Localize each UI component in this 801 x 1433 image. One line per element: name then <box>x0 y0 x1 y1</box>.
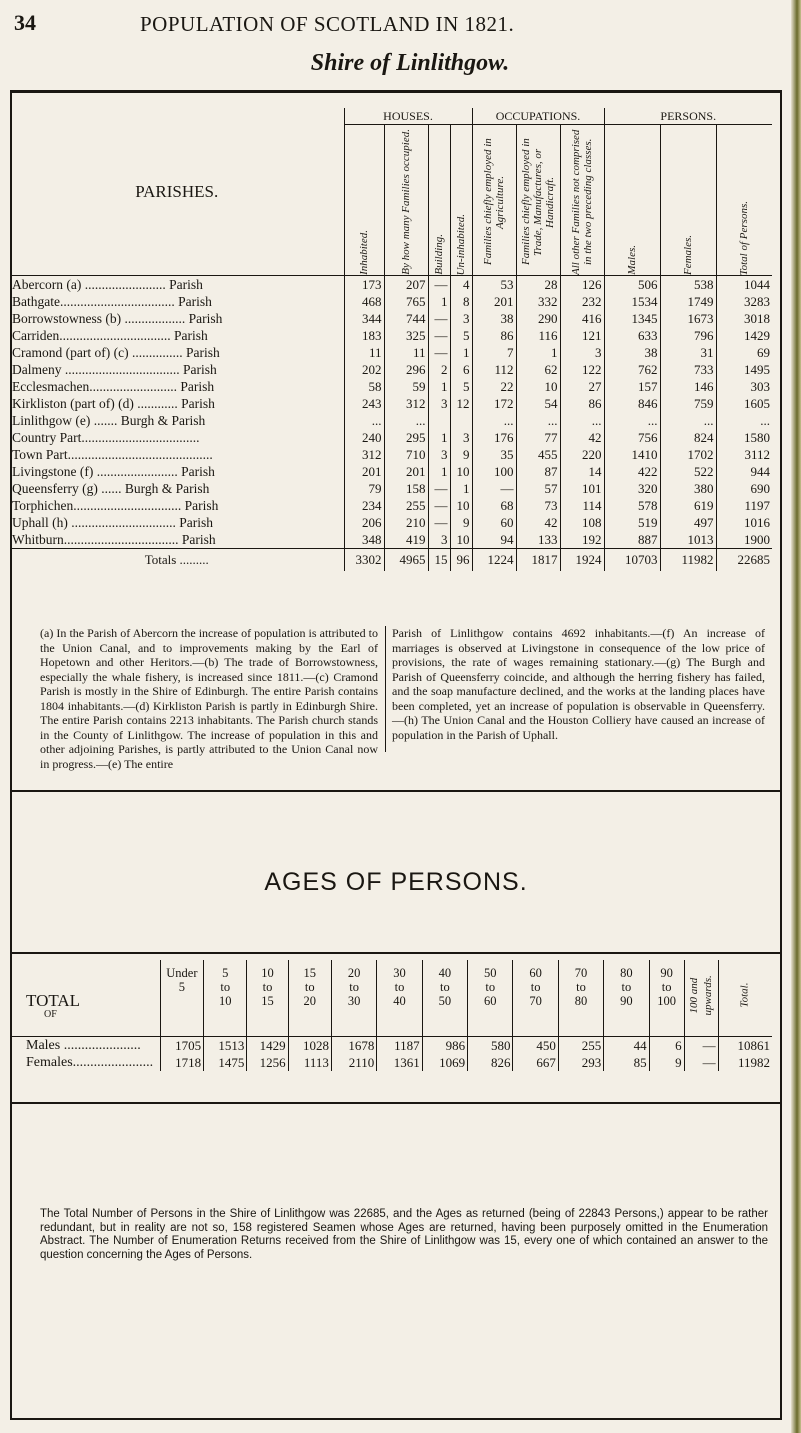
ages-cell: 580 <box>468 1037 513 1055</box>
table-cell: 60 <box>472 514 516 531</box>
table-cell: 1900 <box>716 531 772 549</box>
table-cell: ... <box>716 412 772 429</box>
parish-name: Cramond (part of) (c) ............... Parish <box>12 345 220 360</box>
table-row <box>10 310 772 327</box>
table-cell: 59 <box>384 378 428 395</box>
table-cell: 133 <box>516 531 560 549</box>
table-cell: 944 <box>716 463 772 480</box>
table-cell: 522 <box>660 463 716 480</box>
table-cell: 1 <box>428 463 450 480</box>
table-cell: — <box>428 310 450 327</box>
table-cell: 79 <box>344 480 384 497</box>
table-cell: 3 <box>428 531 450 549</box>
persons-group-header: PERSONS. <box>604 108 772 125</box>
ages-cell: 1113 <box>288 1054 331 1071</box>
table-cell: 380 <box>660 480 716 497</box>
parish-name: Ecclesmachen.......................... Parish <box>12 379 215 394</box>
table-cell: 3 <box>560 344 604 361</box>
parish-name: Dalmeny .................................. Parish <box>12 362 217 377</box>
ages-cell: 6 <box>649 1037 684 1055</box>
table-cell: 69 <box>716 344 772 361</box>
table-cell: 4 <box>450 276 472 294</box>
table-row <box>10 361 772 378</box>
table-cell: 3 <box>428 395 450 412</box>
ages-total-of-label <box>10 960 160 1037</box>
table-cell: 42 <box>560 429 604 446</box>
ages-cell: 986 <box>422 1037 467 1055</box>
table-cell: 1 <box>516 344 560 361</box>
ages-cell: 667 <box>513 1054 558 1071</box>
notes-right: Parish of Linlithgow contains 4692 inhabitants.—(f) An increase of marriages is observed at Livingstone in consequence of the low price of provisions, the rate of wages remaining stationary.—(g) The Burgh and Parish of Queensferry coincide, and although the herring fishery has failed, and the soap manufacture declined, and the works at the landing places have been completed, yet an increase of population is observable in Queensferry.—(h) The Union Canal and the Houston Colliery have caused an increase of population in the Parish of Uphall. <box>392 626 765 742</box>
column-header <box>428 125 450 276</box>
page-number: 34 <box>14 10 36 35</box>
ages-header: Under 5 <box>160 960 203 1037</box>
table-cell: 1534 <box>604 293 660 310</box>
shire-title: Shire of Linlithgow. <box>310 50 510 76</box>
table-cell: 27 <box>560 378 604 395</box>
column-header-text: Total of Persons. <box>738 200 751 275</box>
totals-cell: 1924 <box>560 549 604 572</box>
parish-name: Town Part........................................... <box>12 447 213 462</box>
ages-header: 10 to 15 <box>247 960 288 1037</box>
column-header-text: Un-inhabited. <box>455 213 467 275</box>
parish-name: Whitburn.................................. Parish <box>12 532 216 547</box>
table-cell: 3 <box>428 446 450 463</box>
column-header <box>560 125 604 276</box>
table-cell: 255 <box>384 497 428 514</box>
table-row <box>10 480 772 497</box>
table-cell: — <box>428 514 450 531</box>
table-cell: 1410 <box>604 446 660 463</box>
column-header <box>716 125 772 276</box>
table-cell: 58 <box>344 378 384 395</box>
ages-header: 60 to 70 <box>513 960 558 1037</box>
column-header-text: Families chiefly employed in Trade, Manufactures, or Handicraft. <box>520 138 556 266</box>
table-cell: 210 <box>384 514 428 531</box>
table-cell: 183 <box>344 327 384 344</box>
section-divider <box>10 790 782 792</box>
totals-row <box>10 549 772 572</box>
ages-cell: 1475 <box>204 1054 247 1071</box>
ages-header: 15 to 20 <box>288 960 331 1037</box>
totals-cell: 15 <box>428 549 450 572</box>
table-cell: 192 <box>560 531 604 549</box>
table-cell: 3283 <box>716 293 772 310</box>
table-row <box>10 412 772 429</box>
table-row <box>10 344 772 361</box>
table-cell: 57 <box>516 480 560 497</box>
column-header-text: By how many Families occupied. <box>400 129 412 275</box>
ages-cell: 450 <box>513 1037 558 1055</box>
table-cell: 87 <box>516 463 560 480</box>
table-cell: 176 <box>472 429 516 446</box>
table-row <box>10 276 772 294</box>
table-cell: 243 <box>344 395 384 412</box>
ages-cell: 44 <box>604 1037 649 1055</box>
ages-row <box>10 1054 772 1071</box>
totals-cell: 4965 <box>384 549 428 572</box>
table-cell: 303 <box>716 378 772 395</box>
table-cell: 759 <box>660 395 716 412</box>
table-cell: 1 <box>428 378 450 395</box>
table-cell: ... <box>516 412 560 429</box>
table-cell: 35 <box>472 446 516 463</box>
houses-group-header: HOUSES. <box>344 108 472 125</box>
table-cell: 295 <box>384 429 428 446</box>
ages-cell: 1028 <box>288 1037 331 1055</box>
table-cell: 1013 <box>660 531 716 549</box>
table-cell: 1 <box>450 344 472 361</box>
parish-name: Uphall (h) ............................... Parish <box>12 515 213 530</box>
column-header <box>604 125 660 276</box>
table-cell: 3 <box>450 429 472 446</box>
running-title: POPULATION OF SCOTLAND IN 1821. <box>140 12 515 36</box>
table-cell: 86 <box>472 327 516 344</box>
table-cell: 38 <box>604 344 660 361</box>
table-cell: 202 <box>344 361 384 378</box>
table-cell: 824 <box>660 429 716 446</box>
table-cell: — <box>428 497 450 514</box>
table-cell: 94 <box>472 531 516 549</box>
totals-cell: 22685 <box>716 549 772 572</box>
table-cell: 312 <box>384 395 428 412</box>
table-cell: 22 <box>472 378 516 395</box>
table-cell: 5 <box>450 378 472 395</box>
totals-cell: 1817 <box>516 549 560 572</box>
table-row <box>10 327 772 344</box>
table-cell: 1044 <box>716 276 772 294</box>
table-cell: — <box>428 327 450 344</box>
ages-cell: 1718 <box>160 1054 203 1071</box>
table-cell: 296 <box>384 361 428 378</box>
ages-row-label: Males ...................... <box>10 1037 160 1055</box>
table-cell: 519 <box>604 514 660 531</box>
table-cell: 68 <box>472 497 516 514</box>
table-cell: 201 <box>384 463 428 480</box>
table-cell: 28 <box>516 276 560 294</box>
table-row <box>10 497 772 514</box>
table-cell: 62 <box>516 361 560 378</box>
table-row <box>10 531 772 549</box>
ages-cell: 10861 <box>718 1037 772 1055</box>
table-cell: 12 <box>450 395 472 412</box>
table-cell: 100 <box>472 463 516 480</box>
table-cell: 1 <box>428 293 450 310</box>
totals-cell: 96 <box>450 549 472 572</box>
table-cell: 158 <box>384 480 428 497</box>
table-cell <box>428 412 450 429</box>
occupations-group-header: OCCUPATIONS. <box>472 108 604 125</box>
table-cell: 38 <box>472 310 516 327</box>
table-cell: 6 <box>450 361 472 378</box>
table-cell: 112 <box>472 361 516 378</box>
table-cell: 344 <box>344 310 384 327</box>
table-cell: 116 <box>516 327 560 344</box>
table-cell: 220 <box>560 446 604 463</box>
table-cell: 77 <box>516 429 560 446</box>
population-table <box>10 108 772 571</box>
table-cell: 538 <box>660 276 716 294</box>
table-cell: 201 <box>472 293 516 310</box>
column-header <box>450 125 472 276</box>
ages-row <box>10 1037 772 1055</box>
table-cell: 756 <box>604 429 660 446</box>
table-row <box>10 378 772 395</box>
table-cell: 114 <box>560 497 604 514</box>
table-cell: 206 <box>344 514 384 531</box>
column-header-text: Families chiefly employed in Agriculture. <box>482 138 506 266</box>
column-header-text: Building. <box>433 234 445 275</box>
table-cell: 11 <box>344 344 384 361</box>
ages-cell: 1256 <box>247 1054 288 1071</box>
column-header <box>516 125 560 276</box>
totals-cell: 10703 <box>604 549 660 572</box>
table-cell: 10 <box>450 497 472 514</box>
table-cell: 9 <box>450 514 472 531</box>
table-cell: 765 <box>384 293 428 310</box>
ages-cell: 1678 <box>331 1037 376 1055</box>
table-cell: 619 <box>660 497 716 514</box>
ages-header: 30 to 40 <box>377 960 422 1037</box>
ages-cell: 1429 <box>247 1037 288 1055</box>
table-cell: 1429 <box>716 327 772 344</box>
page-edge <box>791 0 801 1433</box>
ages-cell: 1361 <box>377 1054 422 1071</box>
table-cell: 9 <box>450 446 472 463</box>
ages-cell: 11982 <box>718 1054 772 1071</box>
table-cell: 1749 <box>660 293 716 310</box>
table-cell: 1605 <box>716 395 772 412</box>
ages-cell: 2110 <box>331 1054 376 1071</box>
ages-of-label: OF <box>44 1009 57 1020</box>
column-header <box>660 125 716 276</box>
ages-cell: — <box>684 1054 718 1071</box>
table-cell: 744 <box>384 310 428 327</box>
table-cell: 207 <box>384 276 428 294</box>
table-cell: 126 <box>560 276 604 294</box>
table-cell: 419 <box>384 531 428 549</box>
parish-name: Carriden................................. Parish <box>12 328 208 343</box>
column-header-text: All other Families not comprised in the two preceding classes. <box>570 129 594 275</box>
table-cell: 455 <box>516 446 560 463</box>
totals-cell: 11982 <box>660 549 716 572</box>
table-cell: 1 <box>450 480 472 497</box>
table-cell: 422 <box>604 463 660 480</box>
ages-cell: 1513 <box>204 1037 247 1055</box>
table-cell: 796 <box>660 327 716 344</box>
table-cell: 1673 <box>660 310 716 327</box>
table-cell: 578 <box>604 497 660 514</box>
ages-header: Total. <box>718 960 772 1037</box>
table-cell: 1495 <box>716 361 772 378</box>
parish-name: Country Part................................... <box>12 430 200 445</box>
column-header <box>384 125 428 276</box>
table-cell: 54 <box>516 395 560 412</box>
table-row <box>10 514 772 531</box>
table-row <box>10 429 772 446</box>
ages-row-label: Females....................... <box>26 1055 154 1070</box>
parish-name: Bathgate.................................. Parish <box>12 294 212 309</box>
ages-cell: — <box>684 1037 718 1055</box>
ages-cell: 293 <box>558 1054 603 1071</box>
table-cell: 121 <box>560 327 604 344</box>
ages-cell: 1187 <box>377 1037 422 1055</box>
table-cell: ... <box>344 412 384 429</box>
table-cell: 5 <box>450 327 472 344</box>
table-cell: ... <box>604 412 660 429</box>
table-cell: 690 <box>716 480 772 497</box>
table-cell: 31 <box>660 344 716 361</box>
table-row <box>10 293 772 310</box>
table-row <box>10 395 772 412</box>
ages-cell: 1705 <box>160 1037 203 1055</box>
totals-cell: 3302 <box>344 549 384 572</box>
parish-name: Borrowstowness (b) .................. Parish <box>12 311 223 326</box>
ages-header: 5 to 10 <box>204 960 247 1037</box>
notes-left: (a) In the Parish of Abercorn the increase of population is attributed to the Union Canal, and to improvements making by the Earl of Hopetown and other Heritors.—(b) The trade of Borrowstowness, especially the whale fishery, is increased since 1811.—(c) Cramond Parish is mostly in the Shire of Edinburgh. The entire Parish contains 1804 inhabitants.—(d) Kirkliston Parish is partly in Edinburgh Shire. The entire Parish contains 2213 inhabitants. The Parish church stands in the County of Linlithgow. The increase of population in this and other adjoining Parishes, is partly attributed to the Union Canal now in progress.—(e) The entire <box>40 626 378 771</box>
totals-cell: 1224 <box>472 549 516 572</box>
table-cell: 1345 <box>604 310 660 327</box>
table-cell: ... <box>660 412 716 429</box>
table-cell: 1580 <box>716 429 772 446</box>
ages-table <box>10 960 772 1071</box>
table-cell: ... <box>560 412 604 429</box>
table-cell: 416 <box>560 310 604 327</box>
parish-name: Kirkliston (part of) (d) ............ Parish <box>12 396 215 411</box>
table-row <box>10 463 772 480</box>
table-cell: 497 <box>660 514 716 531</box>
table-cell: 3 <box>450 310 472 327</box>
ages-header: 40 to 50 <box>422 960 467 1037</box>
column-header-text: Females. <box>682 234 694 275</box>
parish-name: Linlithgow (e) ....... Burgh & Parish <box>12 413 206 428</box>
ages-cell: 255 <box>558 1037 603 1055</box>
table-cell <box>450 412 472 429</box>
table-cell: 42 <box>516 514 560 531</box>
table-cell: 157 <box>604 378 660 395</box>
table-cell: 312 <box>344 446 384 463</box>
table-cell: 762 <box>604 361 660 378</box>
column-header-text: Males. <box>626 245 638 275</box>
table-row <box>10 446 772 463</box>
ages-top-rule <box>10 952 782 954</box>
table-cell: 122 <box>560 361 604 378</box>
table-cell: — <box>428 276 450 294</box>
totals-label: Totals ......... <box>10 549 344 572</box>
table-cell: 73 <box>516 497 560 514</box>
table-cell: 232 <box>560 293 604 310</box>
table-cell: 108 <box>560 514 604 531</box>
column-header-text: Inhabited. <box>358 230 370 275</box>
table-cell: 468 <box>344 293 384 310</box>
table-cell: — <box>428 344 450 361</box>
table-cell: 710 <box>384 446 428 463</box>
ages-header: 90 to 100 <box>649 960 684 1037</box>
table-cell: 1702 <box>660 446 716 463</box>
table-cell: 290 <box>516 310 560 327</box>
ages-total-label: TOTAL <box>26 991 81 1010</box>
ages-header: 80 to 90 <box>604 960 649 1037</box>
table-cell: — <box>428 480 450 497</box>
table-cell: 10 <box>450 463 472 480</box>
table-cell: 887 <box>604 531 660 549</box>
table-cell: 173 <box>344 276 384 294</box>
table-cell: 240 <box>344 429 384 446</box>
table-cell: 320 <box>604 480 660 497</box>
table-cell: 348 <box>344 531 384 549</box>
table-cell: 733 <box>660 361 716 378</box>
table-cell: 146 <box>660 378 716 395</box>
ages-cell: 826 <box>468 1054 513 1071</box>
table-cell: 1 <box>428 429 450 446</box>
table-cell: 11 <box>384 344 428 361</box>
table-cell: ... <box>384 412 428 429</box>
table-cell: 3112 <box>716 446 772 463</box>
parish-name: Abercorn (a) ........................ Parish <box>12 277 203 292</box>
table-cell: 14 <box>560 463 604 480</box>
table-cell: 8 <box>450 293 472 310</box>
table-cell: 1016 <box>716 514 772 531</box>
ages-header: 50 to 60 <box>468 960 513 1037</box>
table-cell: 1197 <box>716 497 772 514</box>
column-header <box>472 125 516 276</box>
ages-header: 20 to 30 <box>331 960 376 1037</box>
table-cell: 172 <box>472 395 516 412</box>
table-cell: 53 <box>472 276 516 294</box>
table-cell: 2 <box>428 361 450 378</box>
table-cell: 234 <box>344 497 384 514</box>
ages-cell: 85 <box>604 1054 649 1071</box>
table-cell: 86 <box>560 395 604 412</box>
table-cell: 101 <box>560 480 604 497</box>
parish-name: Torphichen................................ Parish <box>12 498 219 513</box>
column-header <box>344 125 384 276</box>
ages-bottom-rule <box>10 1102 782 1104</box>
ages-header: 100 and upwards. <box>684 960 718 1037</box>
table-cell: 633 <box>604 327 660 344</box>
ages-cell: 1069 <box>422 1054 467 1071</box>
table-cell: 325 <box>384 327 428 344</box>
ages-header: 70 to 80 <box>558 960 603 1037</box>
footnote: The Total Number of Persons in the Shire of Linlithgow was 22685, and the Ages as returned (being of 22843 Persons,) appear to be rather redundant, but in reality are not so, 158 registered Seamen whose Ages are returned, having been purposely omitted in the Enumeration Abstract. The Number of Enumeration Returns received from the Shire of Linlithgow was 15, every one of which contained an answer to the question concerning the Ages of Persons. <box>40 1208 768 1261</box>
parish-name: Livingstone (f) ........................ Parish <box>12 464 215 479</box>
notes-divider <box>385 626 386 752</box>
parishes-header: PARISHES. <box>10 108 344 276</box>
ages-cell: 9 <box>649 1054 684 1071</box>
table-cell: ... <box>472 412 516 429</box>
parish-name: Queensferry (g) ...... Burgh & Parish <box>12 481 210 496</box>
table-cell: 846 <box>604 395 660 412</box>
table-cell: 3018 <box>716 310 772 327</box>
table-cell: 7 <box>472 344 516 361</box>
table-cell: 10 <box>450 531 472 549</box>
table-cell: — <box>472 480 516 497</box>
table-cell: 506 <box>604 276 660 294</box>
table-cell: 10 <box>516 378 560 395</box>
table-cell: 332 <box>516 293 560 310</box>
ages-title: AGES OF PERSONS. <box>264 868 528 896</box>
table-cell: 201 <box>344 463 384 480</box>
